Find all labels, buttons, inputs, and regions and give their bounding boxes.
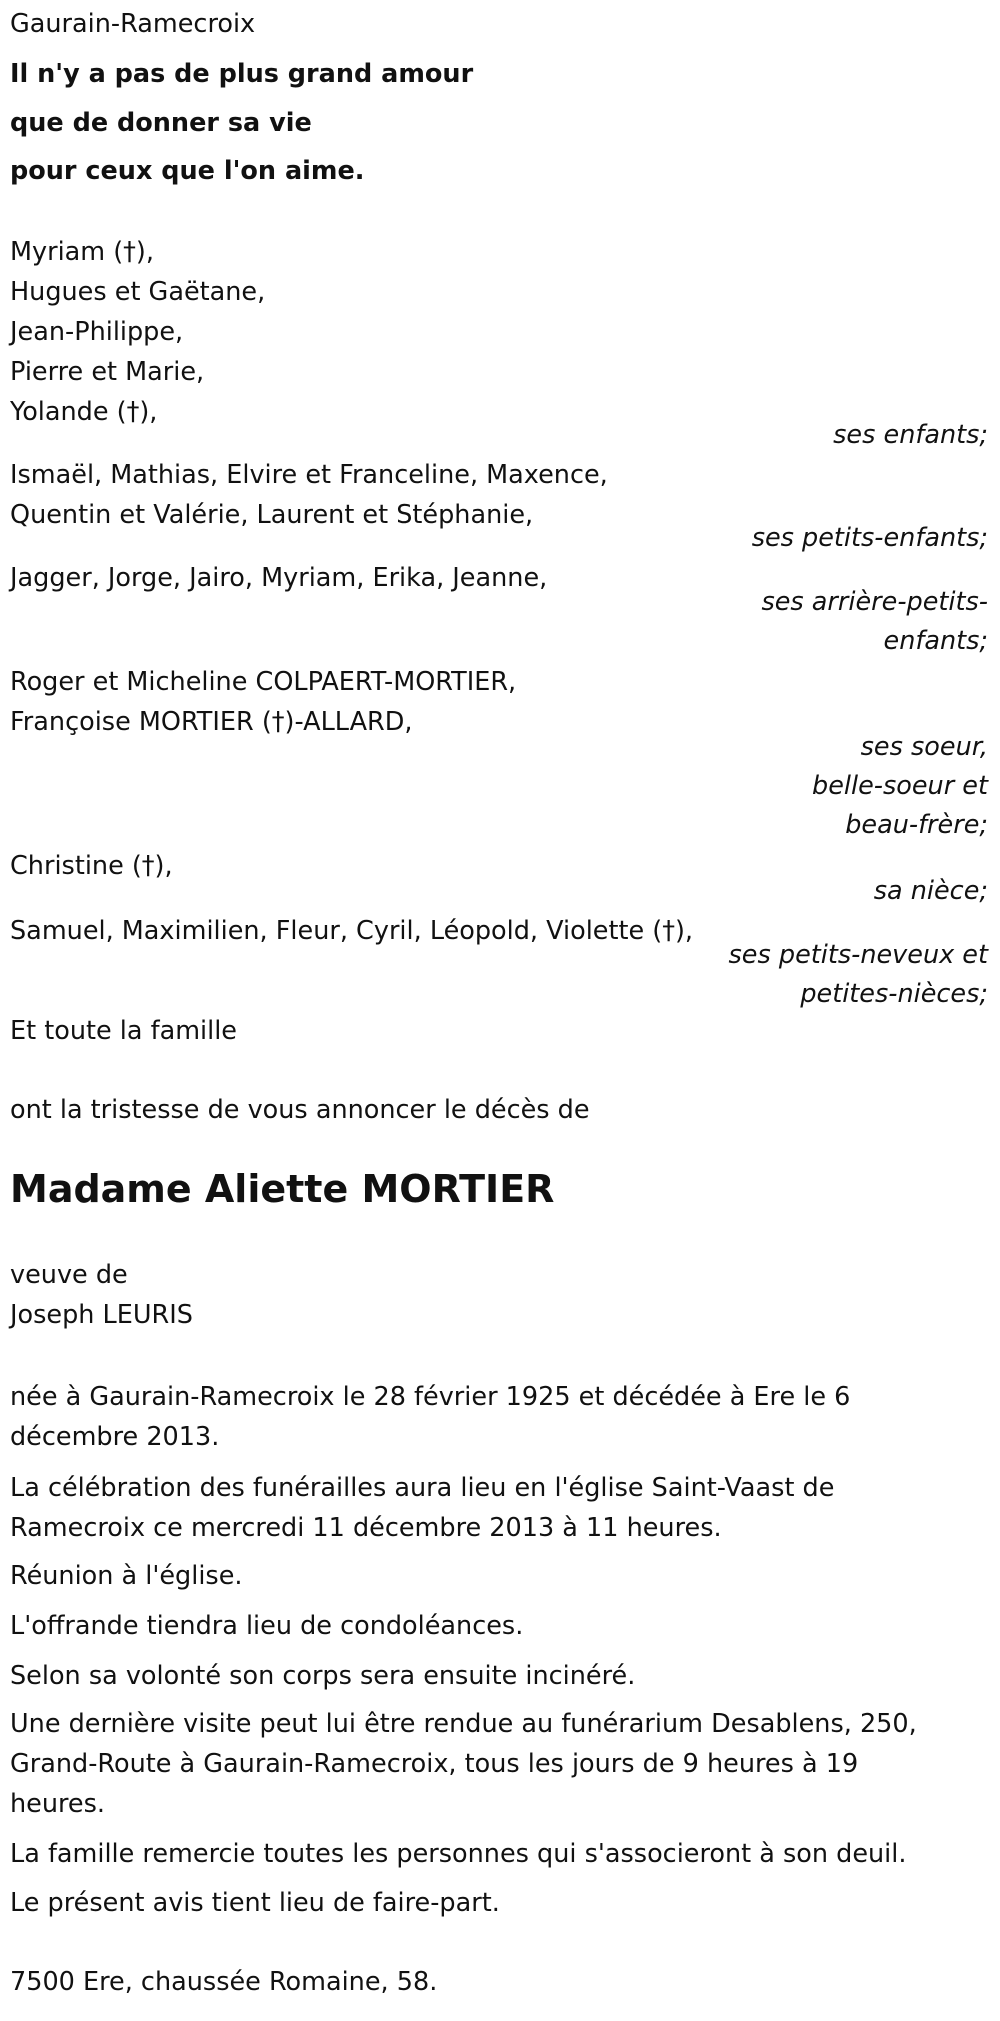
child-name: Pierre et Marie,	[10, 357, 205, 387]
widow-line: veuve de	[10, 1260, 128, 1290]
grandnephews-role: petites-nièces;	[800, 979, 988, 1009]
siblings-role: beau-frère;	[845, 810, 988, 840]
grandchildren-names: Ismaël, Mathias, Elvire et Franceline, Maxence,	[10, 460, 608, 490]
siblings-role: belle-soeur et	[812, 771, 988, 801]
quote-line: que de donner sa vie	[10, 108, 312, 138]
child-name: Jean-Philippe,	[10, 317, 184, 347]
siblings-names: Roger et Micheline COLPAERT-MORTIER,	[10, 667, 517, 697]
quote-line: pour ceux que l'on aime.	[10, 156, 365, 186]
birth-death-line: née à Gaurain-Ramecroix le 28 février 1925 et décédée à Ere le 6	[10, 1382, 851, 1412]
announce-line: ont la tristesse de vous annoncer le décès de	[10, 1095, 590, 1125]
family-line: Et toute la famille	[10, 1016, 237, 1046]
place-heading: Gaurain-Ramecroix	[10, 9, 256, 39]
grandchildren-names: Quentin et Valérie, Laurent et Stéphanie,	[10, 500, 534, 530]
visit-line: Grand-Route à Gaurain-Ramecroix, tous les jours de 9 heures à 19	[10, 1749, 859, 1779]
deceased-name: Madame Aliette MORTIER	[10, 1167, 555, 1211]
siblings-role: ses soeur,	[860, 732, 988, 762]
visit-line: heures.	[10, 1789, 106, 1819]
address-line: 7500 Ere, chaussée Romaine, 58.	[10, 1967, 438, 1997]
child-name: Hugues et Gaëtane,	[10, 277, 266, 307]
reunion-line: Réunion à l'église.	[10, 1561, 243, 1591]
niece-name: Christine (†),	[10, 851, 173, 881]
notice-line: Le présent avis tient lieu de faire-part.	[10, 1888, 500, 1918]
birth-death-line: décembre 2013.	[10, 1422, 220, 1452]
cremation-line: Selon sa volonté son corps sera ensuite incinéré.	[10, 1661, 636, 1691]
thanks-line: La famille remercie toutes les personnes qui s'associeront à son deuil.	[10, 1839, 907, 1869]
widow-line: Joseph LEURIS	[10, 1300, 193, 1330]
grandchildren-role: ses petits-enfants;	[751, 523, 988, 553]
child-name: Yolande (†),	[10, 397, 158, 427]
grandnephews-role: ses petits-neveux et	[728, 940, 988, 970]
funeral-line: La célébration des funérailles aura lieu en l'église Saint-Vaast de	[10, 1473, 835, 1503]
children-role: ses enfants;	[833, 420, 988, 450]
great-grandchildren-role: ses arrière-petits-	[761, 587, 988, 617]
child-name: Myriam (†),	[10, 237, 154, 267]
funeral-line: Ramecroix ce mercredi 11 décembre 2013 à 11 heures.	[10, 1513, 722, 1543]
grandnephews-names: Samuel, Maximilien, Fleur, Cyril, Léopold, Violette (†),	[10, 916, 694, 946]
great-grandchildren-role: enfants;	[883, 626, 988, 656]
great-grandchildren-names: Jagger, Jorge, Jairo, Myriam, Erika, Jeanne,	[10, 563, 548, 593]
siblings-names: Françoise MORTIER (†)-ALLARD,	[10, 707, 413, 737]
visit-line: Une dernière visite peut lui être rendue au funérarium Desablens, 250,	[10, 1709, 917, 1739]
offering-line: L'offrande tiendra lieu de condoléances.	[10, 1611, 524, 1641]
quote-line: Il n'y a pas de plus grand amour	[10, 59, 474, 89]
niece-role: sa nièce;	[873, 876, 988, 906]
